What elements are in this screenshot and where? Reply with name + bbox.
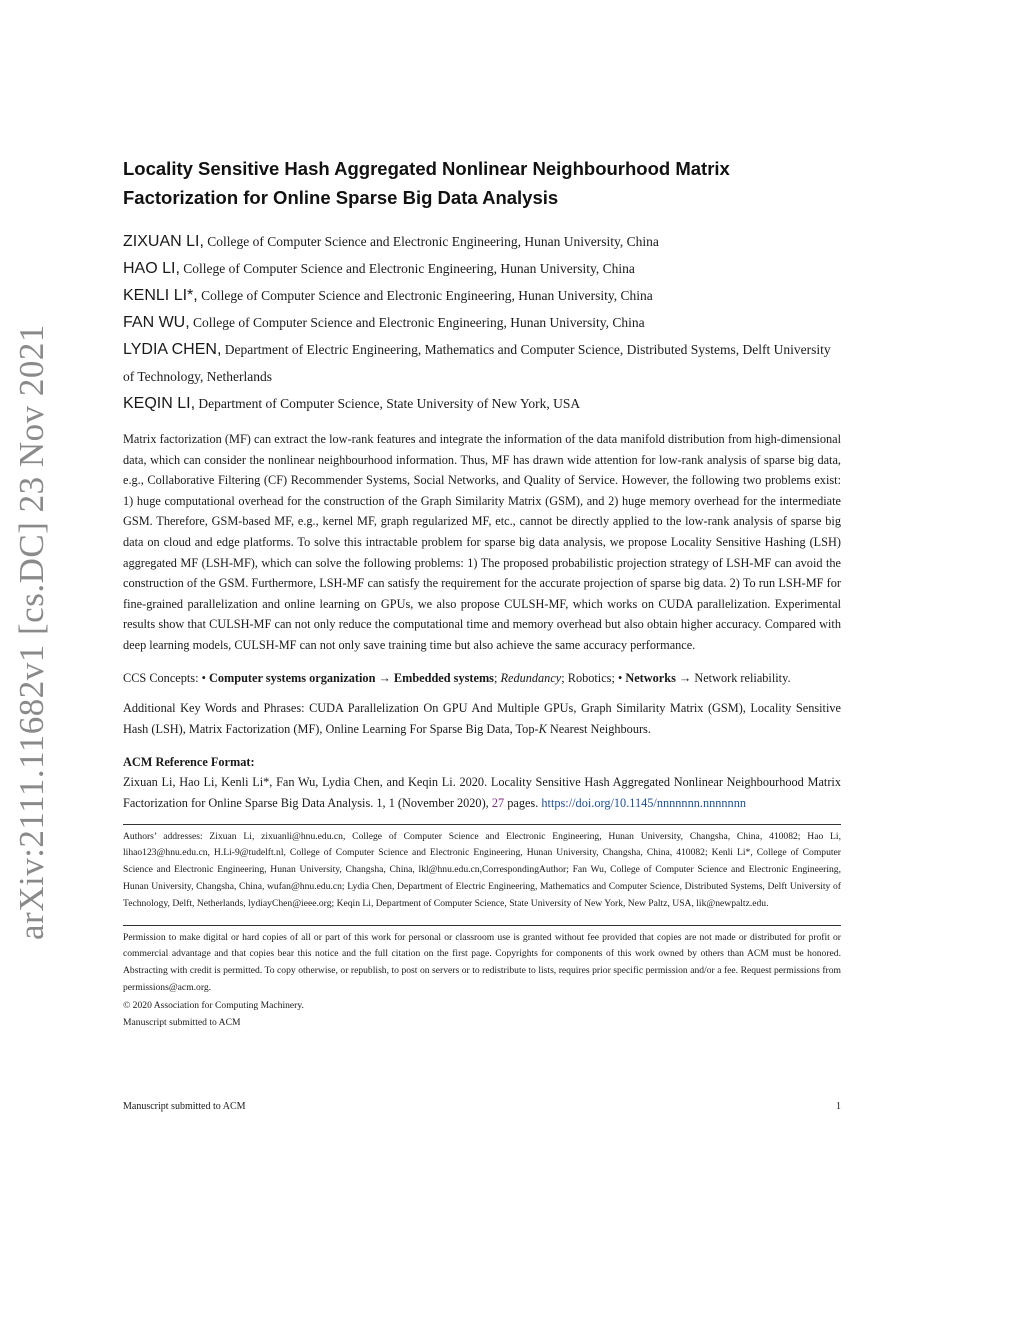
ccs-separator: ; Robotics; • — [561, 670, 623, 685]
ccs-arrow: → — [375, 670, 394, 685]
author-affiliation: College of Computer Science and Electronic Engineering, Hunan University, China — [207, 234, 659, 249]
author-affiliation: College of Computer Science and Electronic Engineering, Hunan University, China — [193, 315, 645, 330]
author-name: FAN WU, — [123, 314, 190, 331]
author-entry — [123, 336, 841, 390]
doi-link[interactable]: https://doi.org/10.1145/nnnnnnn.nnnnnnn — [541, 795, 746, 810]
keywords — [123, 698, 841, 739]
author-affiliation: Department of Computer Science, State University of New York, USA — [198, 396, 581, 411]
paper-first-page — [123, 150, 841, 1031]
manuscript-note: Manuscript submitted to ACM — [123, 1016, 241, 1028]
author-name: KEQIN LI, — [123, 395, 196, 412]
ccs-concept: Computer systems organization — [208, 670, 376, 685]
author-entry — [123, 309, 841, 336]
reference-citation: Zixuan Li, Hao Li, Kenli Li*, Fan Wu, Lydia Chen, and Keqin Li. 2020. Locality Sensitive Hash Aggregated Nonlinear Neighbourhood Matrix Factorization for Online Sparse Big Data Analysis. 1, 1 (November 2020), — [123, 774, 841, 810]
page-number: 1 — [836, 1101, 841, 1112]
abstract: Matrix factorization (MF) can extract the low-rank features and integrate the information of the data manifold distribution from high-dimensional data, which can consider the nonlinear neighbourhood information. Thus, MF has drawn wide attention for low-rank analysis of sparse big data, e.g., Collaborative Filtering (CF) Recommender Systems, Social Networks, and Quality of Service. However, the following two problems exist: 1) huge computational overhead for the construction of the Graph Similarity Matrix (GSM), and 2) huge memory overhead for the intermediate GSM. Therefore, GSM-based MF, e.g., kernel MF, graph regularized MF, etc., cannot be directly applied to the low-rank analysis of sparse big data on cloud and edge platforms. To solve this intractable problem for sparse big data analysis, we propose Locality Sensitive Hashing (LSH) aggregated MF (LSH-MF), which can solve the following problems: 1) The proposed probabilistic projection strategy of LSH-MF can avoid the construction of the GSM. Furthermore, LSH-MF can satisfy the requirement for the accurate projection of sparse big data. 2) To run LSH-MF for fine-grained parallelization and online learning on GPUs, we also propose CULSH-MF, which works on CUDA parallelization. Experimental results show that CULSH-MF can not only reduce the computational time and memory overhead but also obtain higher accuracy. Compared with deep learning models, CULSH-MF can not only save training time but also achieve the same accuracy performance. — [123, 432, 841, 652]
ccs-concept: Redundancy — [500, 670, 562, 685]
arxiv-stamp: arXiv:2111.11682v1 [cs.DC] 23 Nov 2021 — [12, 324, 51, 940]
ccs-concept: Networks — [625, 670, 676, 685]
keywords-tail: Nearest Neighbours. — [546, 722, 651, 737]
reference-pages-suffix: pages. — [504, 795, 542, 810]
reference-text — [123, 772, 841, 814]
author-entry — [123, 228, 841, 255]
ccs-prefix: CCS Concepts: • — [123, 670, 206, 685]
permission-notice: Permission to make digital or hard copies of all or part of this work for personal or classroom use is granted without fee provided that copies are not made or distributed for profit or commercial advantage and that copies bear this notice and the full citation on the first page. Copyrights for components of this work owned by others than ACM must be honored. Abstracting with credit is permitted. To copy otherwise, or republish, to post on servers or to redistribute to lists, requires prior specific permission and/or a fee. Request permissions from permissions@acm.org. — [123, 931, 841, 993]
author-affiliation: College of Computer Science and Electronic Engineering, Hunan University, China — [201, 288, 653, 303]
author-entry — [123, 282, 841, 309]
author-name: LYDIA CHEN, — [123, 341, 222, 358]
paper-title: Locality Sensitive Hash Aggregated Nonlinear Neighbourhood Matrix Factorization for Online Sparse Big Data Analysis — [123, 158, 730, 208]
author-name: KENLI LI*, — [123, 287, 198, 304]
page-footer — [123, 1101, 841, 1112]
author-name: HAO LI, — [123, 260, 180, 277]
copyright-notice: © 2020 Association for Computing Machinery. — [123, 999, 304, 1011]
author-entry — [123, 390, 841, 417]
author-name: ZIXUAN LI, — [123, 233, 204, 250]
divider — [123, 925, 841, 926]
ccs-concept: → Network reliability. — [675, 670, 791, 685]
page-count-link[interactable]: 27 — [491, 795, 505, 810]
ccs-concept: Embedded systems — [393, 670, 494, 685]
keywords-text: CUDA Parallelization On GPU And Multiple GPUs, Graph Similarity Matrix (GSM), Locality Sensitive Hash (LSH), Matrix Factorization (MF), Online Learning For Sparse Big Data, Top- — [123, 701, 841, 737]
author-entry — [123, 255, 841, 282]
author-affiliation: Department of Electric Engineering, Mathematics and Computer Science, Distributed Systems, Delft University of Technology, Netherlands — [123, 342, 831, 384]
ccs-separator: ; — [493, 670, 501, 685]
author-list — [123, 228, 841, 417]
reference-heading: ACM Reference Format: — [123, 754, 255, 769]
ccs-concepts — [123, 668, 841, 689]
author-addresses: Authors’ addresses: Zixuan Li, zixuanli@hnu.edu.cn, College of Computer Science and Electronic Engineering, Hunan University, Changsha, China, 410082; Hao Li, lihao123@hnu.edu.cn, H.Li-9@tudelft.nl, College of Computer Science and Electronic Engineering, Hunan University, Changsha, China, 410082; Kenli Li*, College of Computer Science and Electronic Engineering, Hunan University, Changsha, China, lkl@hnu.edu.cn,CorrespondingAuthor; Fan Wu, College of Computer Science and Electronic Engineering, Hunan University, Changsha, China, wufan@hnu.edu.cn; Lydia Chen, Department of Electric Engineering, Mathematics and Computer Science, Distributed Systems, Delft University of Technology, Delft, Netherlands, lydiayChen@ieee.org; Keqin Li, Department of Computer Science, State University of New York, New Paltz, USA, lik@newpaltz.edu. — [123, 830, 841, 909]
footer-text: Manuscript submitted to ACM — [123, 1101, 246, 1112]
divider — [123, 824, 841, 825]
author-affiliation: College of Computer Science and Electronic Engineering, Hunan University, China — [183, 261, 635, 276]
keywords-label: Additional Key Words and Phrases: — [123, 701, 305, 716]
keywords-k: K — [538, 722, 547, 737]
